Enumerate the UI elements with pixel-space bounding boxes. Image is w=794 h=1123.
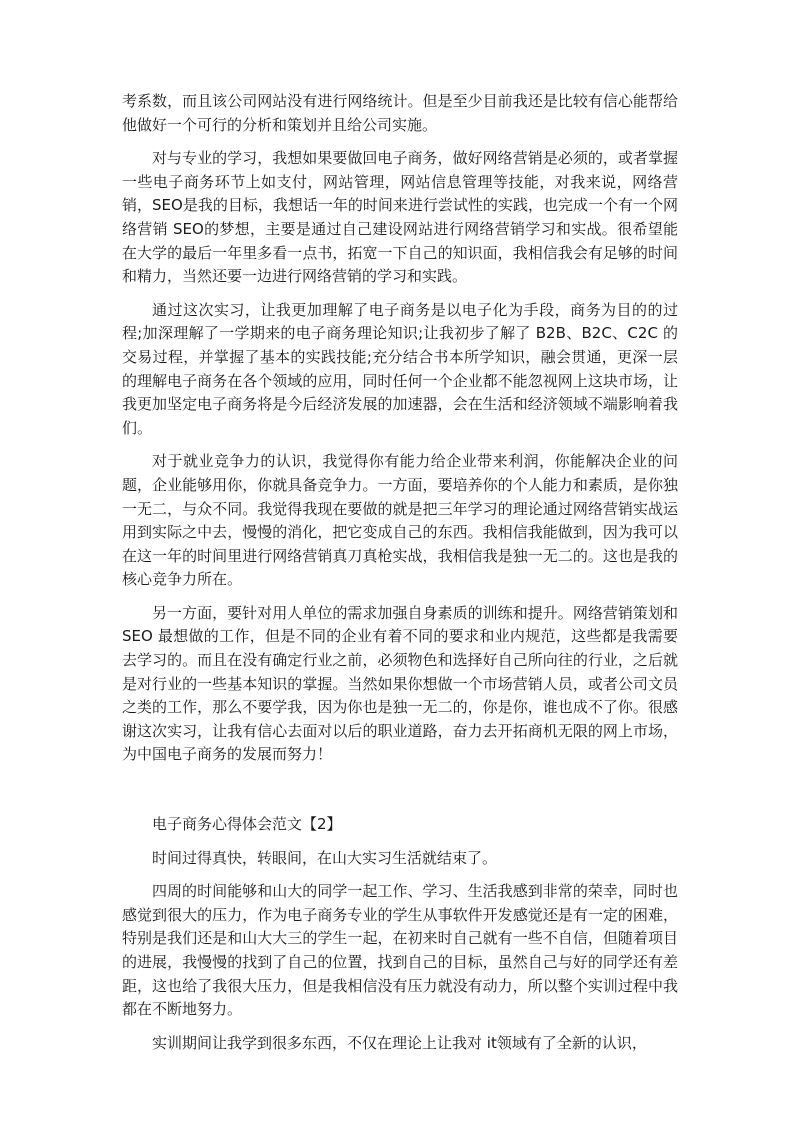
paragraph-time-flies: 时间过得真快，转眼间，在山大实习生活就结束了。 <box>152 848 498 867</box>
paragraph-training-period: 实训期间让我学到很多东西，不仅在理论上让我对 it领域有了全新的认识， <box>152 1033 647 1052</box>
paragraph-study-plan: 对与专业的学习，我想如果要做回电子商务，做好网络营销是必须的，或者掌握一些电子商务环节上如支付，网站管理，网站信息管理等技能，对我来说，网络营销，SEO是我的目标，我想话一年的时间来进行尝试性的实践，也完成一个有一个网络营销 SEO的梦想，主要是通过自己建设网站进行网络营销学习和实战。很希望能在大学的最后一年里多看一点书，拓宽一下自己的知识面，我相信我会有足够的时间和精力，当然还要一边进行网络营销的学习和实践。 <box>122 149 678 286</box>
section-heading: 电子商务心得体会范文【2】 <box>152 815 342 834</box>
paragraph-self-improvement: 另一方面，要针对用人单位的需求加强自身素质的训练和提升。网络营销策划和 SEO 最想做的工作，但是不同的企业有着不同的要求和业内规范，这些都是我需要去学习的。而且在没有确定行业之前，必须物色和选择好自己所向往的行业，之后就是对行业的一些基本知识的掌握。当然如果你想做一个市场营销人员，或者公司文员之类的工作，那么不要学我，因为你也是独一无二的，你是你，谁也成不了你。很感谢这次实习，让我有信心去面对以后的职业道路，奋力去开拓商机无限的网上市场，为中国电子商务的发展而努力！ <box>122 603 678 764</box>
document-body <box>122 90 678 1065</box>
paragraph-four-weeks: 四周的时间能够和山大的同学一起工作、学习、生活我感到非常的荣幸，同时也感觉到很大的压力，作为电子商务专业的学生从事软件开发感觉还是有一定的困难，特别是我们还是和山大大三的学生一起，在初来时自己就有一些不自信，但随着项目的进展，我慢慢的找到了自己的位置，找到自己的目标，虽然自己与好的同学还有差距，这也给了我很大压力，但是我相信没有压力就没有动力，所以整个实训过程中我都在不断地努力。 <box>122 882 678 1019</box>
paragraph-continuation: 考系数，而且该公司网站没有进行网络统计。但是至少目前我还是比较有信心能帮给他做好一个可行的分析和策划并且给公司实施。 <box>122 92 678 134</box>
section-spacer <box>122 777 678 813</box>
paragraph-competitiveness: 对于就业竞争力的认识，我觉得你有能力给企业带来利润，你能解决企业的问题，企业能够用你，你就具备竞争力。一方面，要培养你的个人能力和素质，是你独一无二，与众不同。我觉得我现在要做的就是把三年学习的理论通过网络营销实战运用到实际之中去，慢慢的消化，把它变成自己的东西。我相信我能做到，因为我可以在这一年的时间里进行网络营销真刀真枪实战，我相信我是独一无二的。这也是我的核心竞争力所在。 <box>122 452 678 589</box>
paragraph-internship-understanding: 通过这次实习，让我更加理解了电子商务是以电子化为手段，商务为目的的过程;加深理解了一学期来的电子商务理论知识;让我初步了解了 B2B、B2C、C2C 的交易过程，并掌握了基本的实践技能;充分结合书本所学知识，融会贯通，更深一层的理解电子商务在各个领域的应用，同时任何一个企业都不能忽视网上这块市场，让我更加坚定电子商务将是今后经济发展的加速器，会在生活和经济领域不端影响着我们。 <box>122 300 678 437</box>
